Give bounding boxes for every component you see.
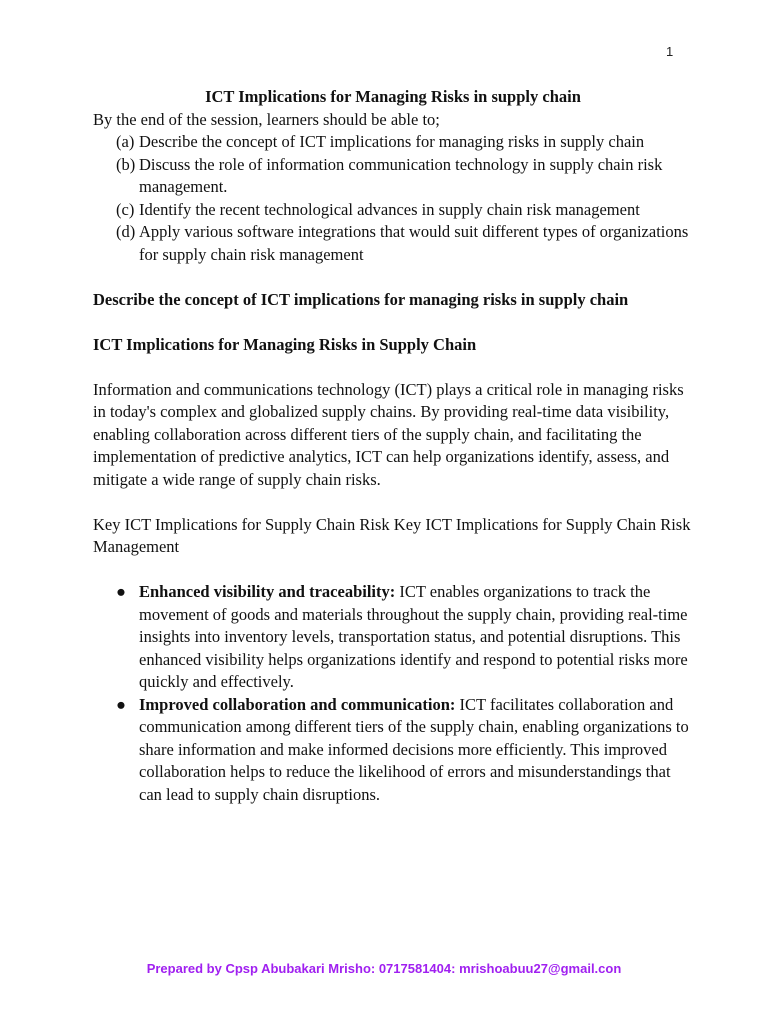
bullet-item — [116, 581, 693, 694]
footer-credit: Prepared by Cpsp Abubakari Mrisho: 0717581404: mrishoabuu27@gmail.con — [146, 961, 622, 976]
bullet-icon: ● — [116, 694, 126, 714]
bullet-content — [139, 694, 693, 807]
bullet-icon: ● — [116, 582, 126, 601]
objective-item — [116, 131, 693, 154]
bullet-content — [139, 581, 693, 694]
objective-marker: (d) — [116, 222, 136, 241]
objective-text: Describe the concept of ICT implications for managing risks in supply chain — [139, 132, 645, 151]
objective-marker: (a) — [116, 132, 135, 151]
spacer — [93, 311, 693, 334]
bullet-term: Improved collaboration and communication: — [139, 694, 456, 714]
objective-marker: (c) — [116, 199, 135, 219]
paragraph-key-implications: Key ICT Implications for Supply Chain Risk Key ICT Implications for Supply Chain Risk Management — [93, 514, 691, 556]
intro-text: By the end of the session, learners should be able to; — [93, 109, 440, 129]
bullet-description: ICT facilitates collaboration and communication among different tiers of the supply chain, enabling organizations to share information and make informed decisions more efficiently. This improved collaboration helps to reduce the likelihood of errors and misunderstandings that can lead to supply chain disruptions. — [139, 694, 689, 804]
bullet-list — [93, 581, 693, 806]
objective-item — [116, 199, 693, 222]
bullet-item — [116, 694, 693, 807]
spacer — [93, 491, 693, 514]
page-number: 1 — [666, 44, 674, 59]
objective-text: Identify the recent technological advances in supply chain risk management — [139, 199, 640, 219]
objective-marker: (b) — [116, 154, 136, 174]
objectives-list — [93, 131, 693, 266]
spacer — [93, 559, 693, 582]
spacer — [93, 356, 693, 379]
bullet-description: ICT enables organizations to track the movement of goods and materials throughout the supply chain, providing real-time insights into inventory levels, transportation status, and potential disruptions. This enhanced visibility helps organizations identify and respond to potential risks more quickly and effectively. — [139, 582, 688, 691]
objective-item — [116, 221, 693, 266]
subheading: ICT Implications for Managing Risks in Supply Chain — [93, 334, 477, 354]
spacer — [93, 266, 693, 289]
objective-item — [116, 154, 693, 199]
bullet-term: Enhanced visibility and traceability: — [139, 582, 396, 601]
document-title: ICT Implications for Managing Risks in supply chain — [205, 87, 581, 106]
section-heading: Describe the concept of ICT implications for managing risks in supply chain — [93, 289, 629, 309]
document-body — [93, 86, 693, 806]
objective-text: Discuss the role of information communication technology in supply chain risk management. — [139, 154, 663, 196]
paragraph-ict-role: Information and communications technology (ICT) plays a critical role in managing risks in today's complex and globalized supply chains. By providing real-time data visibility, enabling collaboration across different tiers of the supply chain, and facilitating the implementation of predictive analytics, ICT can help organizations identify, assess, and mitigate a wide range of supply chain risks. — [93, 379, 684, 489]
objective-text: Apply various software integrations that would suit different types of organizations for supply chain risk management — [139, 222, 689, 264]
